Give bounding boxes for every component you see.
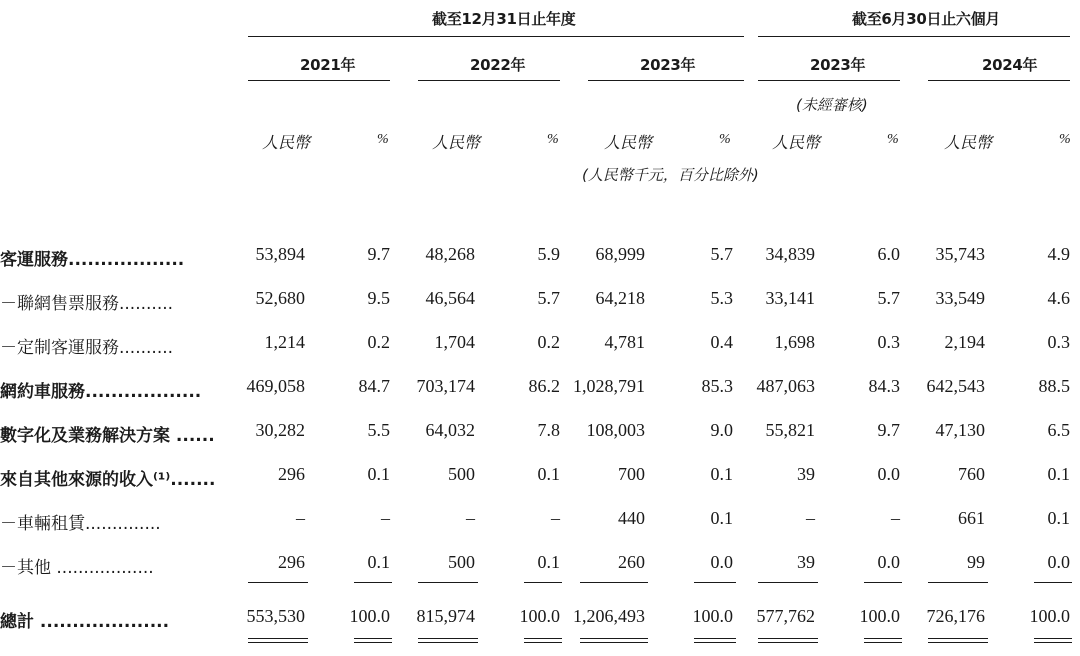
- header-group2-rule: [758, 36, 1070, 37]
- percent-cell: 5.5: [367, 420, 390, 440]
- amount-cell: 34,839: [765, 244, 815, 264]
- unit-note: (人民幣千元，百分比除外): [582, 166, 759, 184]
- percent-cell: 0.1: [537, 552, 560, 572]
- percent-cell: 9.7: [877, 420, 900, 440]
- subtotal-rule: [524, 582, 562, 583]
- amount-cell: 33,549: [935, 288, 985, 308]
- percent-cell: 0.1: [710, 508, 733, 528]
- total-double-rule: [928, 638, 988, 643]
- row-label: －車輛租賃..............: [0, 514, 161, 534]
- percent-cell: 88.5: [1038, 376, 1070, 396]
- currency-header: 人民幣: [262, 133, 311, 152]
- total-double-rule: [354, 638, 392, 643]
- percent-cell: 100.0: [349, 606, 390, 626]
- row-label: －聯網售票服務..........: [0, 294, 174, 314]
- amount-cell: –: [466, 508, 475, 528]
- percent-cell: 9.7: [367, 244, 390, 264]
- percent-cell: 9.0: [710, 420, 733, 440]
- amount-cell: 700: [618, 464, 645, 484]
- amount-cell: 48,268: [425, 244, 475, 264]
- amount-cell: 661: [958, 508, 985, 528]
- amount-cell: 440: [618, 508, 645, 528]
- percent-cell: 100.0: [519, 606, 560, 626]
- percent-cell: 4.9: [1047, 244, 1070, 264]
- percent-cell: 0.3: [1047, 332, 1070, 352]
- amount-cell: 2,194: [944, 332, 985, 352]
- total-double-rule: [758, 638, 818, 643]
- percent-cell: 85.3: [701, 376, 733, 396]
- percent-cell: 100.0: [1029, 606, 1070, 626]
- year-rule-2024-h1: [928, 80, 1070, 81]
- header-group-year-ended: 截至12月31日止年度: [432, 10, 576, 28]
- year-rule-2023-h1: [758, 80, 900, 81]
- amount-cell: 108,003: [586, 420, 645, 440]
- amount-cell: 703,174: [416, 376, 475, 396]
- year-header-2022: 2022年: [470, 56, 526, 74]
- amount-cell: 64,218: [595, 288, 645, 308]
- percent-cell: 0.0: [877, 464, 900, 484]
- subtotal-rule: [248, 582, 308, 583]
- amount-cell: 52,680: [255, 288, 305, 308]
- percent-cell: 84.7: [358, 376, 390, 396]
- amount-cell: 64,032: [425, 420, 475, 440]
- total-double-rule: [418, 638, 478, 643]
- amount-cell: 46,564: [425, 288, 475, 308]
- amount-cell: 99: [967, 552, 985, 572]
- total-double-rule: [1034, 638, 1072, 643]
- percent-cell: –: [551, 508, 560, 528]
- subtotal-rule: [1034, 582, 1072, 583]
- amount-cell: 296: [278, 552, 305, 572]
- subtotal-rule: [354, 582, 392, 583]
- row-label: 網約車服務..................: [0, 382, 202, 402]
- percent-cell: 0.1: [1047, 464, 1070, 484]
- amount-cell: 30,282: [255, 420, 305, 440]
- amount-cell: 33,141: [765, 288, 815, 308]
- amount-cell: 1,206,493: [573, 606, 645, 626]
- currency-header: 人民幣: [604, 133, 653, 152]
- percent-cell: 6.0: [877, 244, 900, 264]
- amount-cell: 53,894: [255, 244, 305, 264]
- amount-cell: 296: [278, 464, 305, 484]
- row-label: 客運服務..................: [0, 250, 185, 270]
- pct-header: %: [547, 132, 559, 147]
- percent-cell: 0.1: [1047, 508, 1070, 528]
- percent-cell: 7.8: [537, 420, 560, 440]
- subtotal-rule: [580, 582, 648, 583]
- percent-cell: 5.7: [537, 288, 560, 308]
- amount-cell: 4,781: [604, 332, 645, 352]
- amount-cell: 39: [797, 464, 815, 484]
- header-group1-rule: [248, 36, 744, 37]
- amount-cell: 1,704: [434, 332, 475, 352]
- header-group-six-months: 截至6月30日止六個月: [852, 10, 1001, 28]
- amount-cell: 68,999: [595, 244, 645, 264]
- year-rule-2023: [588, 80, 744, 81]
- year-rule-2021: [248, 80, 390, 81]
- currency-header: 人民幣: [944, 133, 993, 152]
- percent-cell: 0.1: [367, 464, 390, 484]
- amount-cell: 1,028,791: [573, 376, 645, 396]
- percent-cell: 9.5: [367, 288, 390, 308]
- percent-cell: 5.7: [877, 288, 900, 308]
- total-double-rule: [694, 638, 736, 643]
- total-double-rule: [248, 638, 308, 643]
- percent-cell: 0.4: [710, 332, 733, 352]
- amount-cell: 487,063: [756, 376, 815, 396]
- total-double-rule: [580, 638, 648, 643]
- currency-header: 人民幣: [772, 133, 821, 152]
- amount-cell: –: [296, 508, 305, 528]
- percent-cell: 86.2: [528, 376, 560, 396]
- amount-cell: 47,130: [935, 420, 985, 440]
- year-header-2021: 2021年: [300, 56, 356, 74]
- amount-cell: 553,530: [246, 606, 305, 626]
- amount-cell: 642,543: [926, 376, 985, 396]
- year-rule-2022: [418, 80, 560, 81]
- year-header-2023: 2023年: [640, 56, 696, 74]
- percent-cell: 0.2: [537, 332, 560, 352]
- amount-cell: 815,974: [416, 606, 475, 626]
- amount-cell: 1,214: [264, 332, 305, 352]
- subtotal-rule: [418, 582, 478, 583]
- percent-cell: 0.3: [877, 332, 900, 352]
- amount-cell: 726,176: [926, 606, 985, 626]
- row-label: 來自其他來源的收入⁽¹⁾.......: [0, 470, 216, 490]
- year-header-2024-h1: 2024年: [982, 56, 1038, 74]
- percent-cell: –: [381, 508, 390, 528]
- percent-cell: 0.1: [537, 464, 560, 484]
- amount-cell: 35,743: [935, 244, 985, 264]
- amount-cell: 260: [618, 552, 645, 572]
- amount-cell: 577,762: [756, 606, 815, 626]
- percent-cell: 0.0: [877, 552, 900, 572]
- total-double-rule: [864, 638, 902, 643]
- percent-cell: 4.6: [1047, 288, 1070, 308]
- percent-cell: 0.2: [367, 332, 390, 352]
- year-header-2023-h1: 2023年: [810, 56, 866, 74]
- row-label: －定制客運服務..........: [0, 338, 174, 358]
- row-label: 總計 ....................: [0, 612, 170, 632]
- percent-cell: 100.0: [692, 606, 733, 626]
- unaudited-note: (未經審核): [796, 96, 868, 114]
- total-double-rule: [524, 638, 562, 643]
- percent-cell: 0.1: [710, 464, 733, 484]
- percent-cell: 0.0: [710, 552, 733, 572]
- pct-header: %: [1059, 132, 1071, 147]
- percent-cell: 6.5: [1047, 420, 1070, 440]
- amount-cell: 500: [448, 464, 475, 484]
- amount-cell: 39: [797, 552, 815, 572]
- percent-cell: 5.9: [537, 244, 560, 264]
- row-label: －其他 ..................: [0, 558, 154, 578]
- subtotal-rule: [928, 582, 988, 583]
- subtotal-rule: [694, 582, 736, 583]
- percent-cell: 5.3: [710, 288, 733, 308]
- subtotal-rule: [758, 582, 818, 583]
- amount-cell: –: [806, 508, 815, 528]
- percent-cell: 100.0: [859, 606, 900, 626]
- currency-header: 人民幣: [432, 133, 481, 152]
- amount-cell: 469,058: [246, 376, 305, 396]
- row-label: 數字化及業務解決方案 ......: [0, 426, 215, 446]
- pct-header: %: [719, 132, 731, 147]
- amount-cell: 1,698: [774, 332, 815, 352]
- amount-cell: 500: [448, 552, 475, 572]
- percent-cell: 0.1: [367, 552, 390, 572]
- amount-cell: 55,821: [765, 420, 815, 440]
- percent-cell: –: [891, 508, 900, 528]
- percent-cell: 84.3: [868, 376, 900, 396]
- pct-header: %: [887, 132, 899, 147]
- subtotal-rule: [864, 582, 902, 583]
- percent-cell: 5.7: [710, 244, 733, 264]
- pct-header: %: [377, 132, 389, 147]
- amount-cell: 760: [958, 464, 985, 484]
- percent-cell: 0.0: [1047, 552, 1070, 572]
